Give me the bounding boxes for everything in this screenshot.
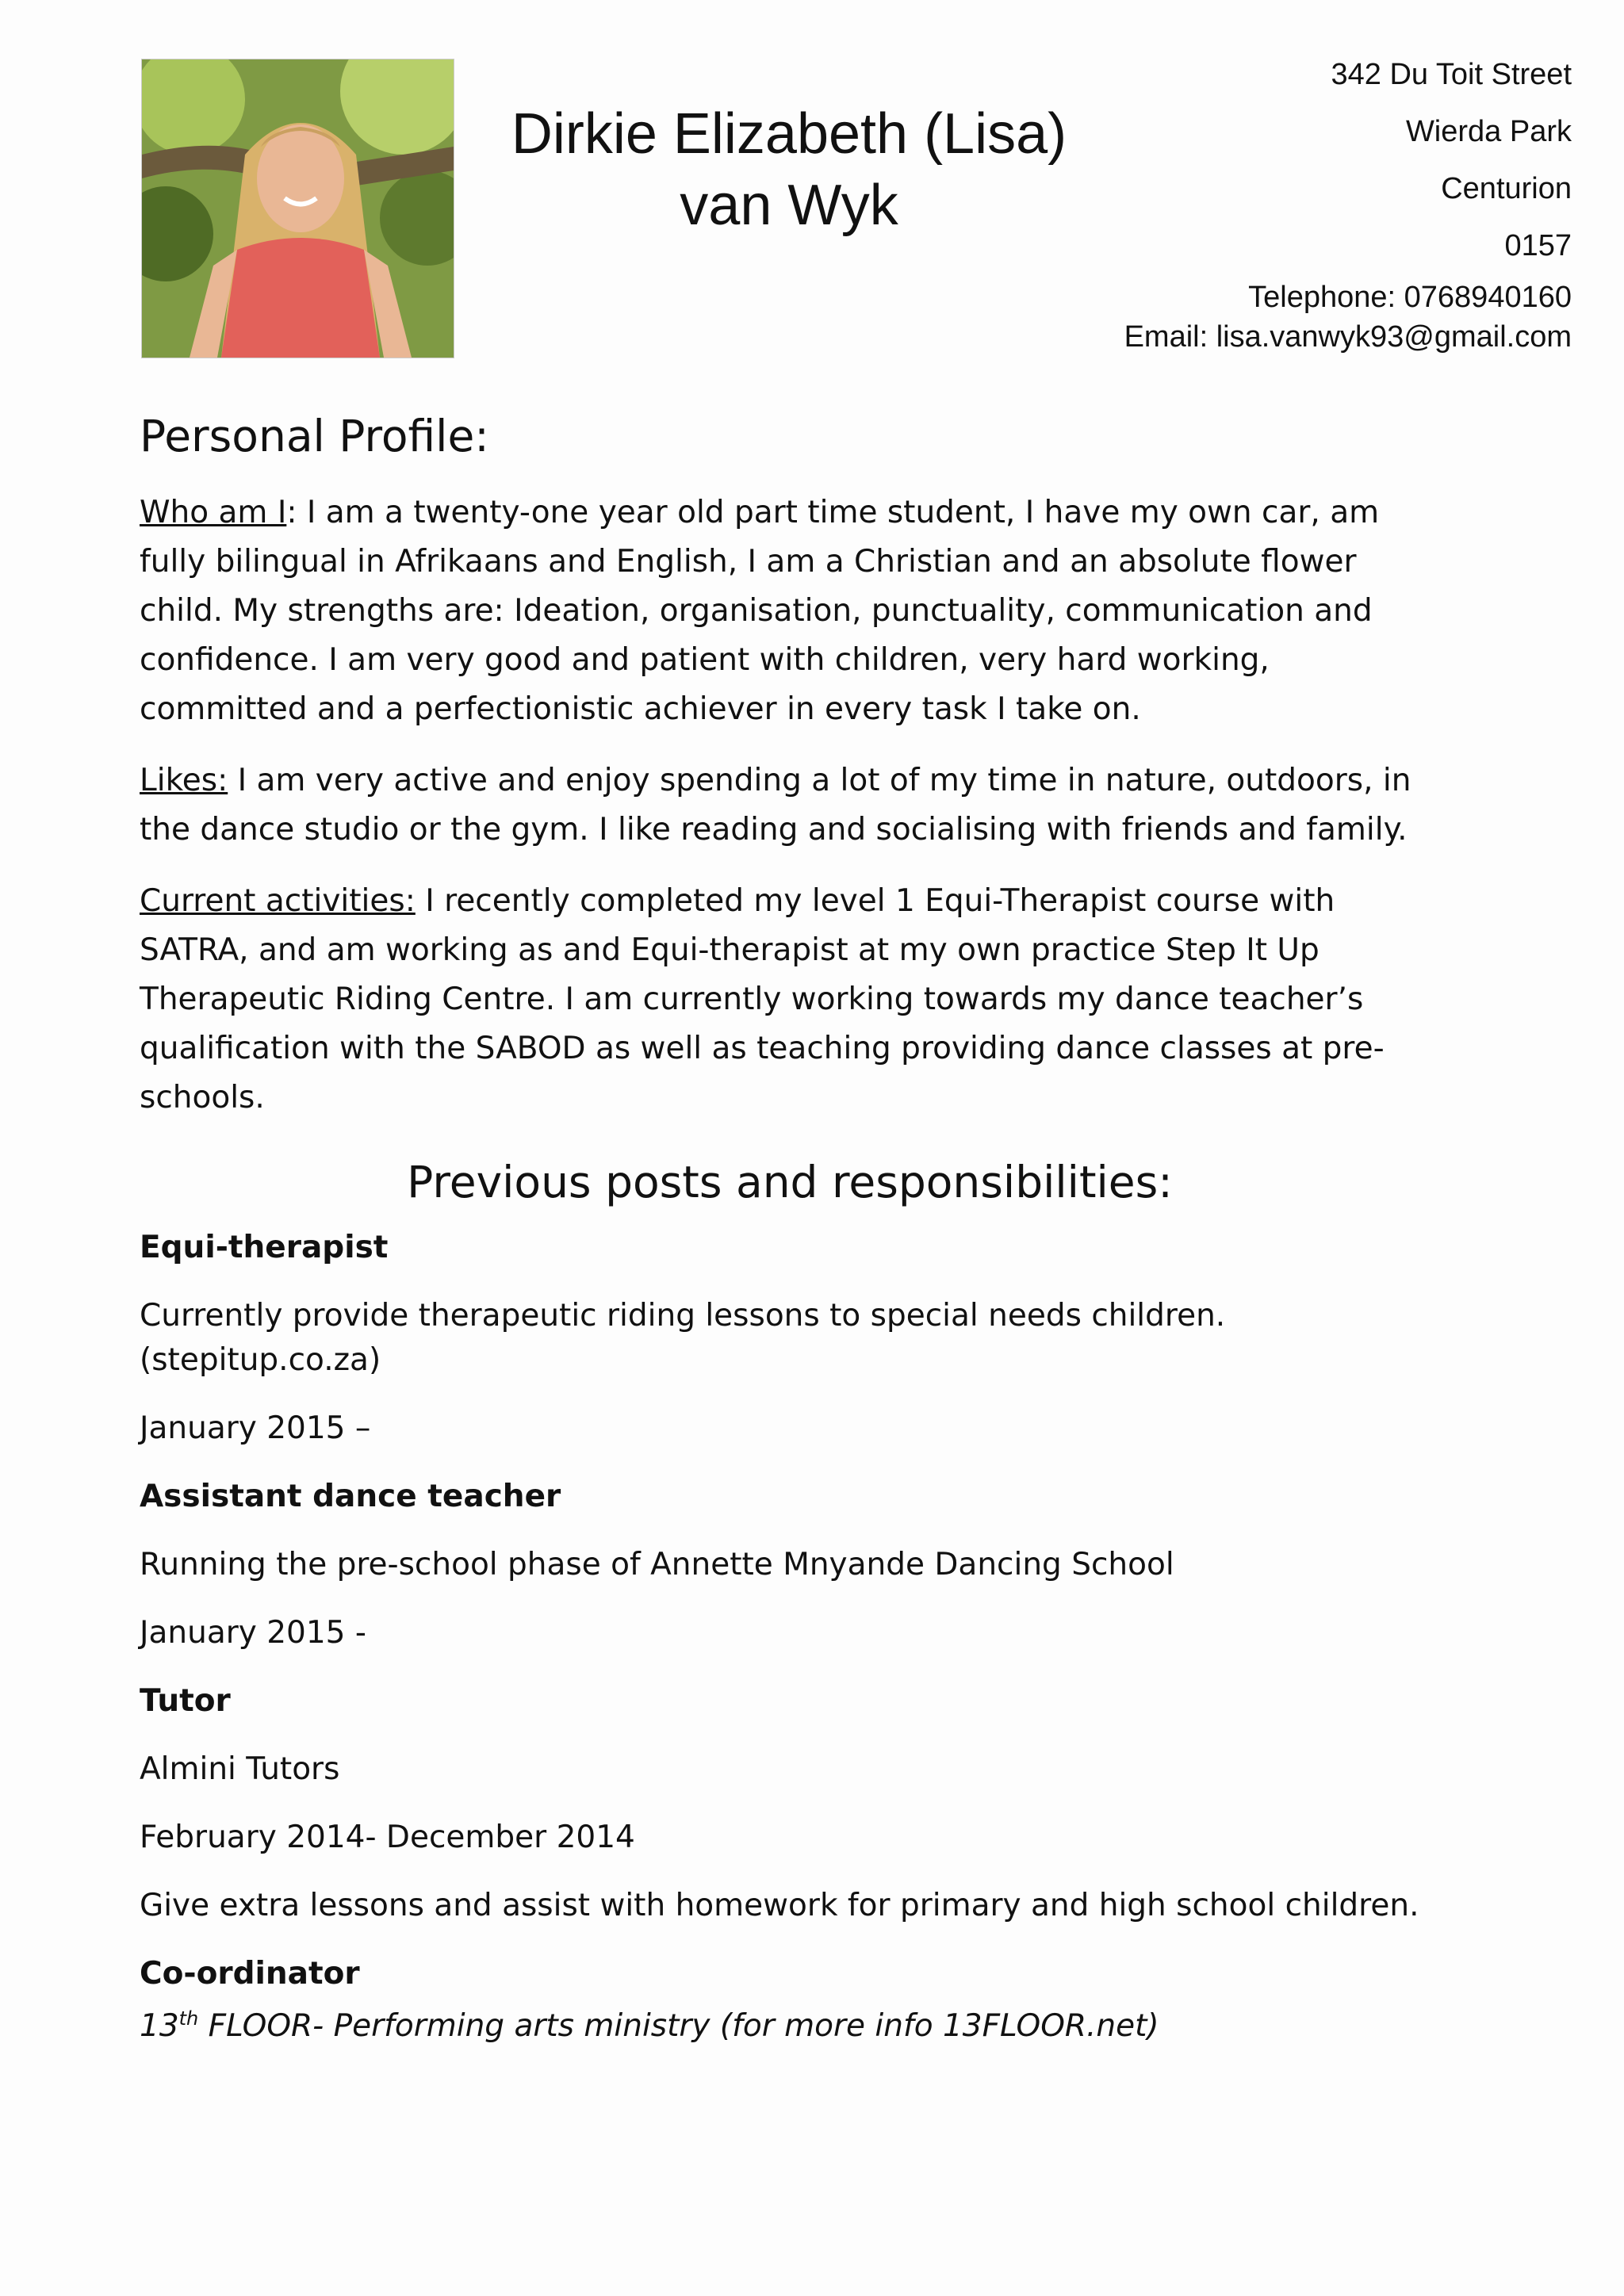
likes-paragraph [140, 756, 1440, 855]
post-title-tutor: Tutor [140, 1683, 231, 1719]
post-title-dance-teacher: Assistant dance teacher [140, 1479, 561, 1514]
coordinator-number: 13 [140, 2008, 179, 2044]
likes-text: I am very active and enjoy spending a lot of my time in nature, outdoors, in the dance studio or the gym. I like reading and socialising with friends and family. [140, 763, 1411, 848]
email: Email: lisa.vanwyk93@gmail.com [1124, 320, 1572, 354]
portrait-image [142, 59, 454, 358]
post-date-equi-therapist: January 2015 – [140, 1410, 371, 1446]
resume-content [140, 404, 1440, 2072]
coordinator-superscript: th [178, 2007, 199, 2030]
post-title-equi-therapist: Equi-therapist [140, 1230, 389, 1265]
profile-heading: Personal Profile: [140, 411, 489, 461]
post-desc-coordinator [140, 1996, 1440, 2049]
current-activities-label: Current activities: [140, 883, 416, 919]
name-line-2: van Wyk [680, 174, 898, 237]
address-city: Centurion [1441, 172, 1572, 205]
post-desc-tutor: Give extra lessons and assist with homework for primary and high school children. [140, 1888, 1419, 1923]
telephone: Telephone: 0768940160 [1248, 281, 1572, 314]
who-am-i-label: Who am I [140, 495, 287, 530]
name-line-1: Dirkie Elizabeth (Lisa) [511, 102, 1067, 166]
current-activities-text: I recently completed my level 1 Equi-Therapist course with SATRA, and am working as and Equi-therapist at my own practice Step It Up Therapeutic Riding Centre. I am currently working towards my dance teacher’s qualification with the SABOD as well as teaching providing dance classes at pre-schools. [140, 883, 1385, 1115]
post-date-tutor: February 2014- December 2014 [140, 1820, 635, 1855]
address-postal: 0157 [1504, 229, 1572, 262]
contact-block [1017, 46, 1572, 357]
post-title-coordinator: Co-ordinator [140, 1956, 360, 1992]
previous-posts-heading: Previous posts and responsibilities: [407, 1157, 1173, 1207]
likes-label: Likes: [140, 763, 228, 798]
post-desc-equi-therapist: Currently provide therapeutic riding lessons to special needs children. [140, 1298, 1226, 1334]
who-am-i-text: : I am a twenty-one year old part time student, I have my own car, am fully bilingual in Afrikaans and English, I am a Christian and an absolute flower child. My strengths are: Ideation, organisation, punctuality, communication and confidence. I am very good and patient with children, very hard working, committed and a perfectionistic achiever in every task I take on. [140, 495, 1380, 727]
current-activities-paragraph [140, 877, 1440, 1123]
who-am-i-paragraph [140, 488, 1440, 734]
post-date-dance-teacher: January 2015 - [140, 1615, 366, 1651]
post-desc-dance-teacher: Running the pre-school phase of Annette Mnyande Dancing School [140, 1547, 1174, 1582]
address-suburb: Wierda Park [1405, 115, 1572, 148]
coordinator-text: FLOOR- Performing arts ministry (for more info 13FLOOR.net) [198, 2008, 1159, 2044]
post-link-equi-therapist: (stepitup.co.za) [140, 1342, 381, 1378]
profile-photo [141, 59, 454, 358]
post-org-tutor: Almini Tutors [140, 1751, 340, 1787]
address-street: 342 Du Toit Street [1331, 58, 1572, 91]
